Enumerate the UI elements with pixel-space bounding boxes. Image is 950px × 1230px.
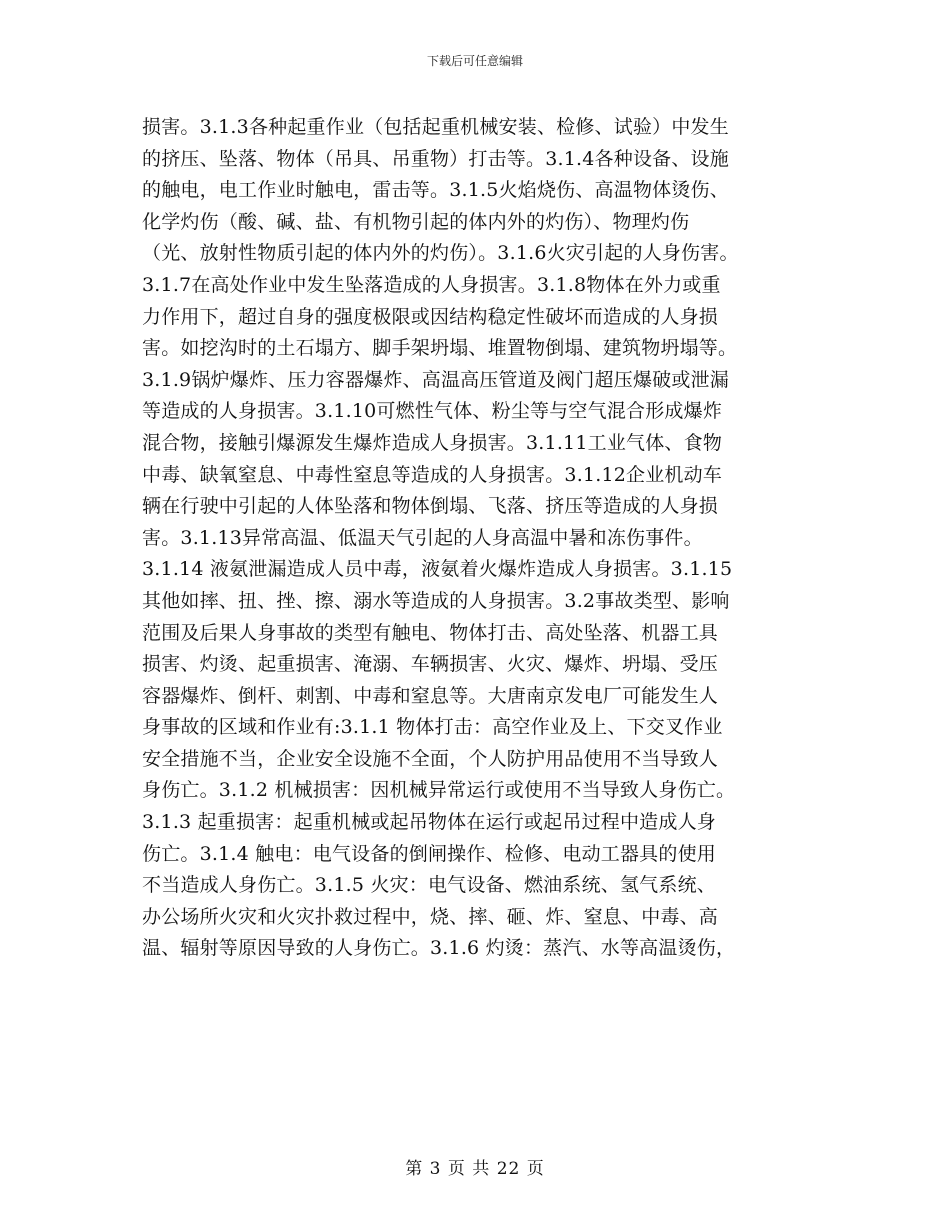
text-line: 损害。3.1.3各种起重作业（包括起重机械安装、检修、试验）中发生 [142, 116, 729, 138]
text-line: 力作用下，超过自身的强度极限或因结构稳定性破坏而造成的人身损 [142, 305, 719, 328]
text-line: 化学灼伤（酸、碱、盐、有机物引起的体内外的灼伤）、物理灼伤 [142, 210, 690, 233]
text-line: 的触电，电工作业时触电，雷击等。3.1.5火焰烧伤、高温物体烫伤、 [142, 179, 729, 202]
text-line: 中毒、缺氧窒息、中毒性窒息等造成的人身损害。3.1.12企业机动车 [142, 463, 723, 486]
text-line: 身伤亡。3.1.2 机械损害：因机械异常运行或使用不当导致人身伤亡。 [142, 779, 736, 802]
text-line: 等造成的人身损害。3.1.10可燃性气体、粉尘等与空气混合形成爆炸 [142, 400, 723, 423]
text-line: 3.1.7在高处作业中发生坠落造成的人身损害。3.1.8物体在外力或重 [142, 273, 721, 296]
document-body [142, 112, 810, 965]
text-line: 辆在行驶中引起的人体坠落和物体倒塌、飞落、挤压等造成的人身损 [142, 495, 719, 518]
text-line: 办公场所火灾和火灾扑救过程中，烧、摔、砸、炸、窒息、中毒、高 [142, 905, 719, 928]
text-line: 不当造成人身伤亡。3.1.5 火灾：电气设备、燃油系统、氢气系统、 [142, 874, 716, 897]
text-line: 的挤压、坠落、物体（吊具、吊重物）打击等。3.1.4各种设备、设施 [142, 147, 729, 170]
text-line: 3.1.9锅炉爆炸、压力容器爆炸、高温高压管道及阀门超压爆破或泄漏 [142, 368, 729, 391]
text-line: 其他如摔、扭、挫、擦、溺水等造成的人身损害。3.2事故类型、影响 [142, 589, 730, 612]
page-header: 下载后可任意编辑 [426, 54, 523, 68]
text-line: （光、放射性物质引起的体内外的灼伤）。3.1.6火灾引起的人身伤害。 [142, 242, 739, 265]
text-line: 范围及后果人身事故的类型有触电、物体打击、高处坠落、机器工具 [142, 621, 719, 644]
text-line: 容器爆炸、倒杆、刺割、中毒和窒息等。大唐南京发电厂可能发生人 [142, 684, 719, 707]
text-line: 伤亡。3.1.4 触电：电气设备的倒闸操作、检修、电动工器具的使用 [142, 842, 716, 865]
text-line: 害。3.1.13异常高温、低温天气引起的人身高温中暑和冻伤事件。 [142, 526, 703, 549]
text-line: 害。如挖沟时的土石塌方、脚手架坍塌、堆置物倒塌、建筑物坍塌等。 [142, 337, 738, 360]
text-line: 损害、灼烫、起重损害、淹溺、车辆损害、火灾、爆炸、坍塌、受压 [142, 653, 719, 676]
text-line: 混合物，接触引爆源发生爆炸造成人身损害。3.1.11工业气体、食物 [142, 431, 723, 454]
text-line: 身事故的区域和作业有:3.1.1 物体打击：高空作业及上、下交叉作业 [142, 716, 723, 739]
page-footer: 第 3 页 共 22 页 [405, 1159, 545, 1179]
text-line: 安全措施不当，企业安全设施不全面，个人防护用品使用不当导致人 [142, 747, 719, 770]
text-line: 温、辐射等原因导致的人身伤亡。3.1.6 灼烫：蒸汽、水等高温烫伤， [142, 937, 736, 960]
text-line: 3.1.3 起重损害：起重机械或起吊物体在运行或起吊过程中造成人身 [142, 811, 716, 834]
text-line: 3.1.14 液氨泄漏造成人员中毒，液氨着火爆炸造成人身损害。3.1.15 [142, 558, 733, 581]
